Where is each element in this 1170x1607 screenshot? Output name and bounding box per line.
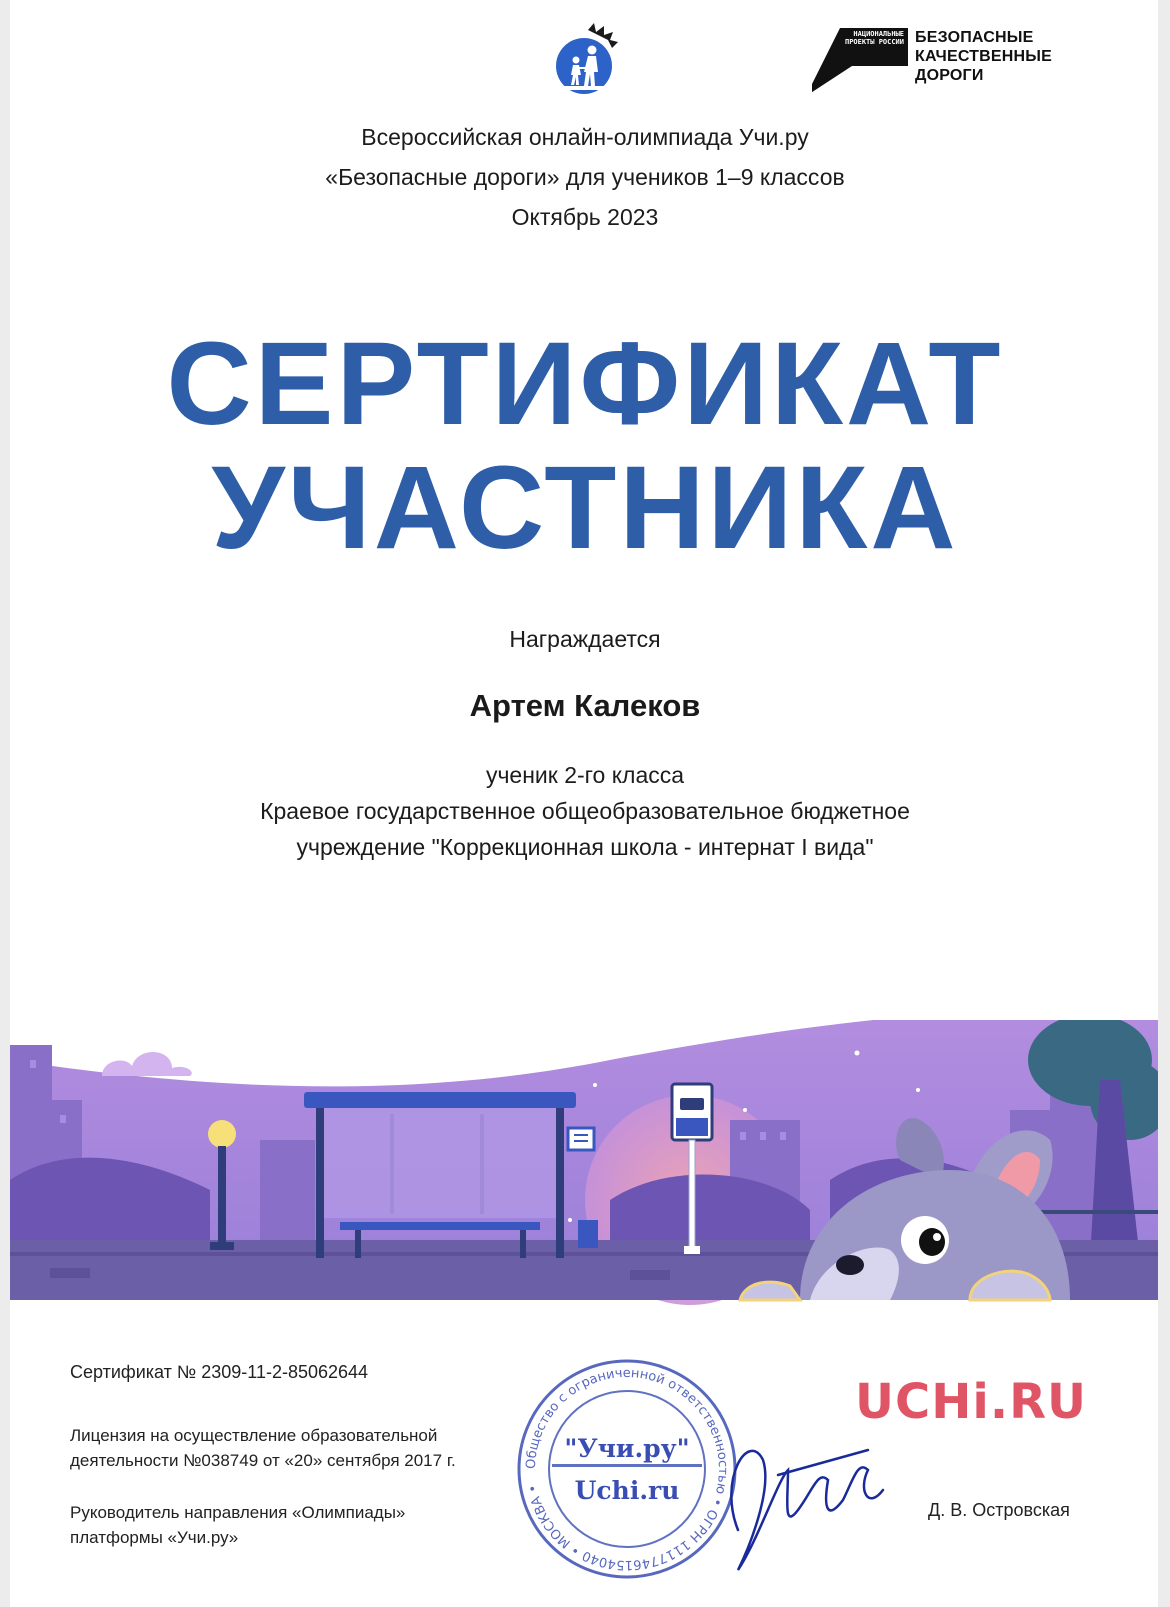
license-info: [70, 1423, 456, 1473]
recipient-name: Артем Калеков: [469, 688, 701, 723]
license-line-2: деятельности №038749 от «20» сентября 2017 г.: [70, 1451, 456, 1470]
national-project-logo: [812, 26, 1122, 96]
national-project-line1: БЕЗОПАСНЫЕ: [915, 29, 1034, 46]
signer-name: Д. В. Островская: [928, 1500, 1070, 1520]
uchi-logo: UCHi.RU: [855, 1374, 1087, 1430]
head-title: [70, 1500, 405, 1550]
title-line-1: СЕРТИФИКАТ: [166, 318, 1004, 450]
road-safety-children-icon: [548, 20, 624, 96]
handwritten-signature: [718, 1420, 888, 1580]
stamp-ring-icon: [512, 1354, 742, 1584]
certificate-title: [0, 318, 1170, 574]
national-project-line2: КАЧЕСТВЕННЫЕ ДОРОГИ: [915, 48, 1053, 84]
svg-text:Общество с ограниченной ответс: [524, 1366, 730, 1572]
certificate-number: Сертификат № 2309-11-2-85062644: [70, 1362, 369, 1382]
school-line-2: учреждение "Коррекционная школа - интернат I вида": [296, 834, 874, 860]
national-projects-label: НАЦИОНАЛЬНЫЕ ПРОЕКТЫ РОССИИ: [844, 30, 904, 46]
head-line-2: платформы «Учи.ру»: [70, 1528, 239, 1547]
intro-line-1: Всероссийская онлайн-олимпиада Учи.ру: [361, 124, 809, 150]
national-project-title: [915, 28, 1122, 85]
head-line-1: Руководитель направления «Олимпиады»: [70, 1503, 406, 1522]
company-stamp: [512, 1354, 742, 1584]
school-line-1: Краевое государственное общеобразовательное бюджетное: [260, 798, 910, 824]
stamp-company-name: "Учи.ру": [564, 1434, 690, 1463]
title-line-2: УЧАСТНИКА: [211, 442, 959, 574]
olympiad-intro: [0, 117, 1170, 237]
intro-line-3: Октябрь 2023: [511, 204, 659, 230]
stamp-ring-text: Общество с ограниченной ответственностью • ОГРН 1117746154040 • МОСКВА •: [523, 1365, 731, 1573]
recipient-grade: ученик 2-го класса: [485, 762, 685, 788]
bus-stop-illustration: [10, 1020, 1158, 1320]
stamp-company-latin: Uchi.ru: [574, 1476, 680, 1505]
awarded-label: Награждается: [509, 626, 661, 652]
intro-line-2: «Безопасные дороги» для учеников 1–9 классов: [325, 164, 845, 190]
recipient-details: [0, 757, 1170, 865]
license-line-1: Лицензия на осуществление образовательной: [70, 1426, 438, 1445]
